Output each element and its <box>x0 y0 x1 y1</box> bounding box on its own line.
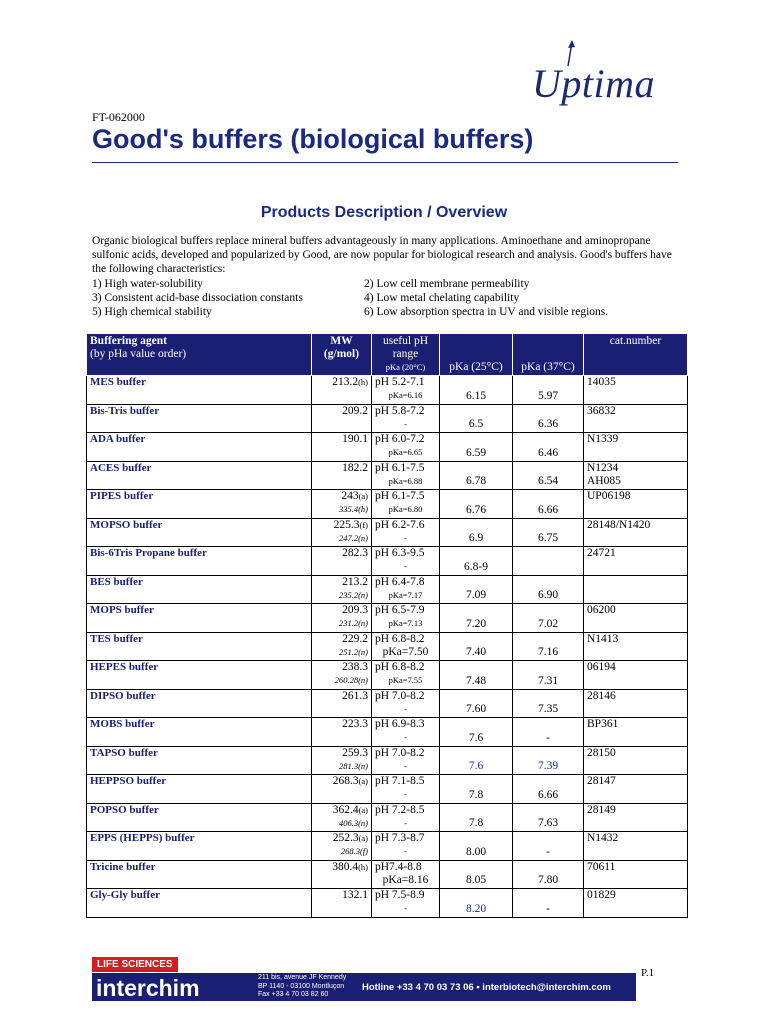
agent-name-cell: DIPSO buffer <box>87 689 312 718</box>
agent-name-cell: Gly-Gly buffer <box>87 889 312 918</box>
table-row <box>87 547 688 576</box>
range-cell: pH 6.1-7.5 pKa=6.80 <box>372 490 440 519</box>
characteristic-item: 4) Low metal chelating capability <box>364 292 520 304</box>
interchim-footer <box>92 957 636 1001</box>
mw-cell: 259.3 281.3(n) <box>312 746 372 775</box>
pka25-cell: 7.09 <box>440 575 513 604</box>
pka37-cell: 6.54 <box>513 461 584 490</box>
pka37-cell: 7.63 <box>513 803 584 832</box>
pka37-cell: 6.46 <box>513 433 584 462</box>
mw-cell: 225.3(f) 247.2(n) <box>312 518 372 547</box>
mw-cell: 213.2 235.2(n) <box>312 575 372 604</box>
footer-address: 211 bis, avenue JF Kennedy BP 1140 - 03100 Montluçon Fax +33 4 70 03 82 60 <box>258 974 347 998</box>
cat-number-cell: N1339 <box>584 433 688 462</box>
agent-name-cell: Tricine buffer <box>87 860 312 889</box>
table-row <box>87 490 688 519</box>
table-row <box>87 718 688 747</box>
logo-text: Uptima <box>532 61 655 106</box>
characteristic-item: 2) Low cell membrane permeability <box>364 278 530 290</box>
pka25-cell: 8.00 <box>440 832 513 861</box>
pka37-cell: - <box>513 832 584 861</box>
table-header <box>87 334 688 376</box>
agent-name-cell: ACES buffer <box>87 461 312 490</box>
agent-name-cell: BES buffer <box>87 575 312 604</box>
pka25-cell: 6.76 <box>440 490 513 519</box>
characteristics-list <box>92 277 682 319</box>
cat-number-cell: 06194 <box>584 661 688 690</box>
mw-cell: 223.3 <box>312 718 372 747</box>
table-row <box>87 746 688 775</box>
table-row <box>87 604 688 633</box>
mw-cell: 190.1 <box>312 433 372 462</box>
pka25-cell: 6.5 <box>440 404 513 433</box>
range-cell: pH 7.3-8.7 - <box>372 832 440 861</box>
range-cell: pH 6.8-8.2 pKa=7.55 <box>372 661 440 690</box>
range-cell: pH 6.0-7.2 pKa=6.65 <box>372 433 440 462</box>
range-cell: pH 7.0-8.2 - <box>372 746 440 775</box>
agent-name-cell: POPSO buffer <box>87 803 312 832</box>
table-row <box>87 803 688 832</box>
pka25-cell: 7.48 <box>440 661 513 690</box>
cat-number-cell: 36832 <box>584 404 688 433</box>
header-pka25: pKa (25°C) <box>440 334 513 376</box>
cat-number-cell: N1432 <box>584 832 688 861</box>
pka37-cell: 6.75 <box>513 518 584 547</box>
life-sciences-label: LIFE SCIENCES <box>92 957 178 972</box>
pka25-cell: 6.78 <box>440 461 513 490</box>
agent-name-cell: MOBS buffer <box>87 718 312 747</box>
table-row <box>87 832 688 861</box>
pka37-cell: 6.36 <box>513 404 584 433</box>
mw-cell: 213.2(h) <box>312 376 372 405</box>
agent-name-cell: Bis-6Tris Propane buffer <box>87 547 312 576</box>
pka25-cell: 6.15 <box>440 376 513 405</box>
cat-number-cell: 70611 <box>584 860 688 889</box>
mw-cell: 132.1 <box>312 889 372 918</box>
mw-cell: 268.3(a) <box>312 775 372 804</box>
pka37-cell: 7.39 <box>513 746 584 775</box>
range-cell: pH 7.2-8.5 - <box>372 803 440 832</box>
mw-cell: 229.2 251.2(n) <box>312 632 372 661</box>
pka37-cell: 7.02 <box>513 604 584 633</box>
range-cell: pH 6.4-7.8 pKa=7.17 <box>372 575 440 604</box>
intro-paragraph: Organic biological buffers replace mineral buffers advantageously in many applications. Aminoethane and aminopropane sulfonic acids, developed and popularized by Good, are now popular for biological research and analysis. Good's buffers have the following characteristics: <box>92 235 672 275</box>
agent-name-cell: PIPES buffer <box>87 490 312 519</box>
pka25-cell: 8.05 <box>440 860 513 889</box>
title-divider <box>92 162 678 163</box>
pka25-cell: 7.8 <box>440 775 513 804</box>
table-row <box>87 518 688 547</box>
table-row <box>87 661 688 690</box>
agent-name-cell: HEPES buffer <box>87 661 312 690</box>
range-cell: pH 5.2-7.1 pKa=6.16 <box>372 376 440 405</box>
pka25-cell: 7.40 <box>440 632 513 661</box>
cat-number-cell <box>584 575 688 604</box>
pka25-cell: 7.20 <box>440 604 513 633</box>
table-row <box>87 376 688 405</box>
range-cell: pH 6.8-8.2 pKa=7.50 <box>372 632 440 661</box>
header-cat: cat.number <box>584 334 688 376</box>
cat-number-cell: BP361 <box>584 718 688 747</box>
mw-cell: 362.4(a) 406.3(n) <box>312 803 372 832</box>
range-cell: pH 6.9-8.3 - <box>372 718 440 747</box>
cat-number-cell: N1234 AH085 <box>584 461 688 490</box>
cat-number-cell: 28146 <box>584 689 688 718</box>
header-range: useful pH range pKa (20°C) <box>372 334 440 376</box>
page-title: Good's buffers (biological buffers) <box>92 124 534 154</box>
pka37-cell: 7.16 <box>513 632 584 661</box>
cat-number-cell: 06200 <box>584 604 688 633</box>
range-cell: pH 7.1-8.5 - <box>372 775 440 804</box>
mw-cell: 238.3 260.28(n) <box>312 661 372 690</box>
pka25-cell: 7.6 <box>440 718 513 747</box>
agent-name-cell: MES buffer <box>87 376 312 405</box>
characteristic-item: 3) Consistent acid-base dissociation constants <box>92 292 303 304</box>
pka37-cell: 6.90 <box>513 575 584 604</box>
mw-cell: 252.3(a) 268.3(f) <box>312 832 372 861</box>
page-number: P.1 <box>641 967 655 979</box>
cat-number-cell: 28148/N1420 <box>584 518 688 547</box>
characteristic-item: 1) High water-solubility <box>92 278 203 290</box>
pka37-cell: 6.66 <box>513 775 584 804</box>
cat-number-cell: 14035 <box>584 376 688 405</box>
mw-cell: 380.4(h) <box>312 860 372 889</box>
cat-number-cell: 01829 <box>584 889 688 918</box>
agent-name-cell: HEPPSO buffer <box>87 775 312 804</box>
footer-hotline: Hotline +33 4 70 03 73 06 • interbiotech@interchim.com <box>362 982 611 993</box>
mw-cell: 282.3 <box>312 547 372 576</box>
table-row <box>87 689 688 718</box>
table-row <box>87 632 688 661</box>
section-title: Products Description / Overview <box>260 204 508 221</box>
table-row <box>87 860 688 889</box>
range-cell: pH 5.8-7.2 - <box>372 404 440 433</box>
interchim-logo: interchim <box>96 975 200 1001</box>
agent-name-cell: EPPS (HEPPS) buffer <box>87 832 312 861</box>
mw-cell: 261.3 <box>312 689 372 718</box>
cat-number-cell: 28147 <box>584 775 688 804</box>
document-reference: FT-062000 <box>92 110 145 124</box>
agent-name-cell: MOPS buffer <box>87 604 312 633</box>
table-row <box>87 575 688 604</box>
agent-name-cell: TES buffer <box>87 632 312 661</box>
pka25-cell: 6.59 <box>440 433 513 462</box>
pka25-cell: 8.20 <box>440 889 513 918</box>
cat-number-cell: 24721 <box>584 547 688 576</box>
buffers-table <box>86 333 688 918</box>
range-cell: pH 6.3-9.5 - <box>372 547 440 576</box>
pka37-cell: - <box>513 889 584 918</box>
agent-name-cell: MOPSO buffer <box>87 518 312 547</box>
table-row <box>87 889 688 918</box>
range-cell: pH 6.2-7.6 - <box>372 518 440 547</box>
table-row <box>87 433 688 462</box>
pka37-cell: 5.97 <box>513 376 584 405</box>
pka25-cell: 7.60 <box>440 689 513 718</box>
range-cell: pH7.4-8.8 pKa=8.16 <box>372 860 440 889</box>
range-cell: pH 6.1-7.5 pKa=6.88 <box>372 461 440 490</box>
range-cell: pH 7.5-8.9 - <box>372 889 440 918</box>
characteristic-item: 5) High chemical stability <box>92 306 212 318</box>
range-cell: pH 6.5-7.9 pKa=7.13 <box>372 604 440 633</box>
mw-cell: 243(a) 335.4(h) <box>312 490 372 519</box>
pka25-cell: 6.8-9 <box>440 547 513 576</box>
pka25-cell: 7.6 <box>440 746 513 775</box>
cat-number-cell: N1413 <box>584 632 688 661</box>
agent-name-cell: Bis-Tris buffer <box>87 404 312 433</box>
cat-number-cell: 28149 <box>584 803 688 832</box>
agent-name-cell: TAPSO buffer <box>87 746 312 775</box>
header-agent: Buffering agent (by pHa value order) <box>87 334 312 376</box>
uptima-logo <box>532 40 682 110</box>
table-row <box>87 775 688 804</box>
range-cell: pH 7.0-8.2 - <box>372 689 440 718</box>
table-row <box>87 404 688 433</box>
pka37-cell: - <box>513 718 584 747</box>
pka37-cell: 7.80 <box>513 860 584 889</box>
pka37-cell: 7.35 <box>513 689 584 718</box>
characteristic-item: 6) Low absorption spectra in UV and visible regions. <box>364 306 609 318</box>
table-row <box>87 461 688 490</box>
cat-number-cell: 28150 <box>584 746 688 775</box>
pka25-cell: 6.9 <box>440 518 513 547</box>
pka25-cell: 7.8 <box>440 803 513 832</box>
mw-cell: 182.2 <box>312 461 372 490</box>
pka37-cell <box>513 547 584 576</box>
table-body <box>87 376 688 918</box>
mw-cell: 209.3 231.2(n) <box>312 604 372 633</box>
pka37-cell: 7.31 <box>513 661 584 690</box>
footer-band <box>92 973 636 1001</box>
agent-name-cell: ADA buffer <box>87 433 312 462</box>
cat-number-cell: UP06198 <box>584 490 688 519</box>
pka37-cell: 6.66 <box>513 490 584 519</box>
header-mw: MW (g/mol) <box>312 334 372 376</box>
mw-cell: 209.2 <box>312 404 372 433</box>
header-pka37: pKa (37°C) <box>513 334 584 376</box>
